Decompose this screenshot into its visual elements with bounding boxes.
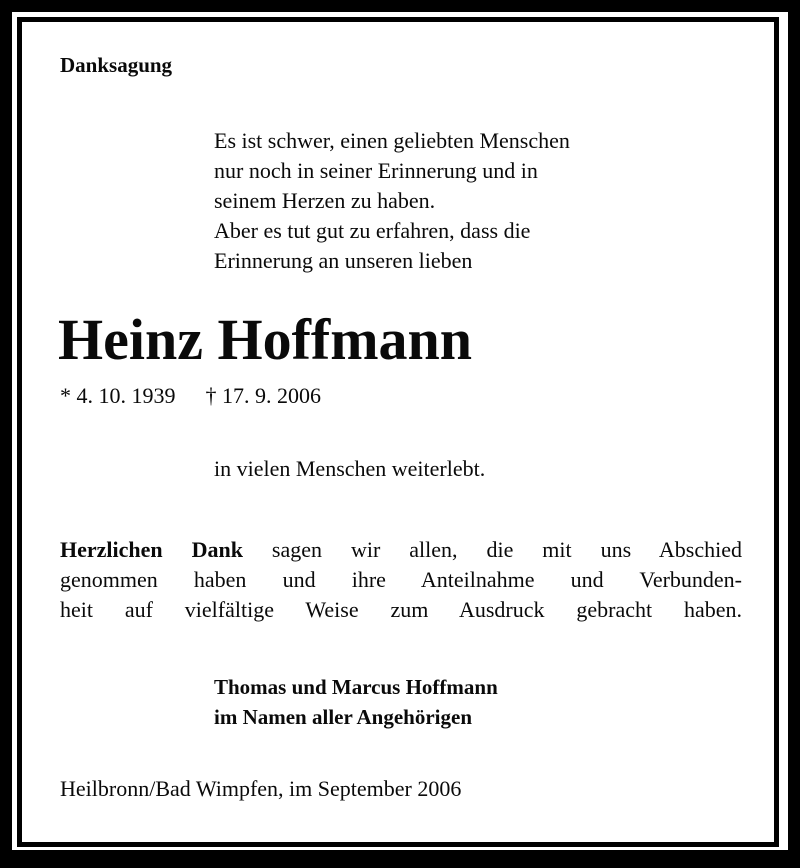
thanks-line: heit auf vielfältige Weise zum Ausdruck gebracht haben.: [60, 597, 742, 622]
deceased-name: Heinz Hoffmann: [58, 307, 473, 372]
heading: Danksagung: [60, 53, 173, 77]
death-date: † 17. 9. 2006: [205, 383, 321, 408]
verse-line: Aber es tut gut zu erfahren, dass die: [214, 218, 531, 243]
place-date: Heilbronn/Bad Wimpfen, im September 2006: [60, 776, 462, 801]
signature-line: im Namen aller Angehörigen: [214, 705, 473, 729]
verse-line: Es ist schwer, einen geliebten Menschen: [214, 128, 570, 153]
life-dates: [60, 383, 321, 409]
thanks-line: genommen haben und ihre Anteilnahme und Verbunden-: [60, 567, 742, 592]
thanks-line-rest: sagen wir allen, die mit uns Abschied: [242, 537, 742, 562]
verse-line: seinem Herzen zu haben.: [214, 188, 436, 213]
verse-line: nur noch in seiner Erinnerung und in: [214, 158, 538, 183]
thanks-lead: Herzlichen Dank: [60, 537, 243, 562]
signature-line: Thomas und Marcus Hoffmann: [214, 675, 498, 699]
verse-line: Erinnerung an unseren lieben: [214, 248, 473, 273]
birth-date: * 4. 10. 1939: [60, 383, 176, 408]
verse: [214, 126, 570, 276]
signature: [214, 672, 498, 732]
verse-ending: in vielen Menschen weiterlebt.: [214, 456, 486, 481]
thanks-paragraph: [60, 535, 742, 625]
thanks-line: [60, 535, 742, 565]
